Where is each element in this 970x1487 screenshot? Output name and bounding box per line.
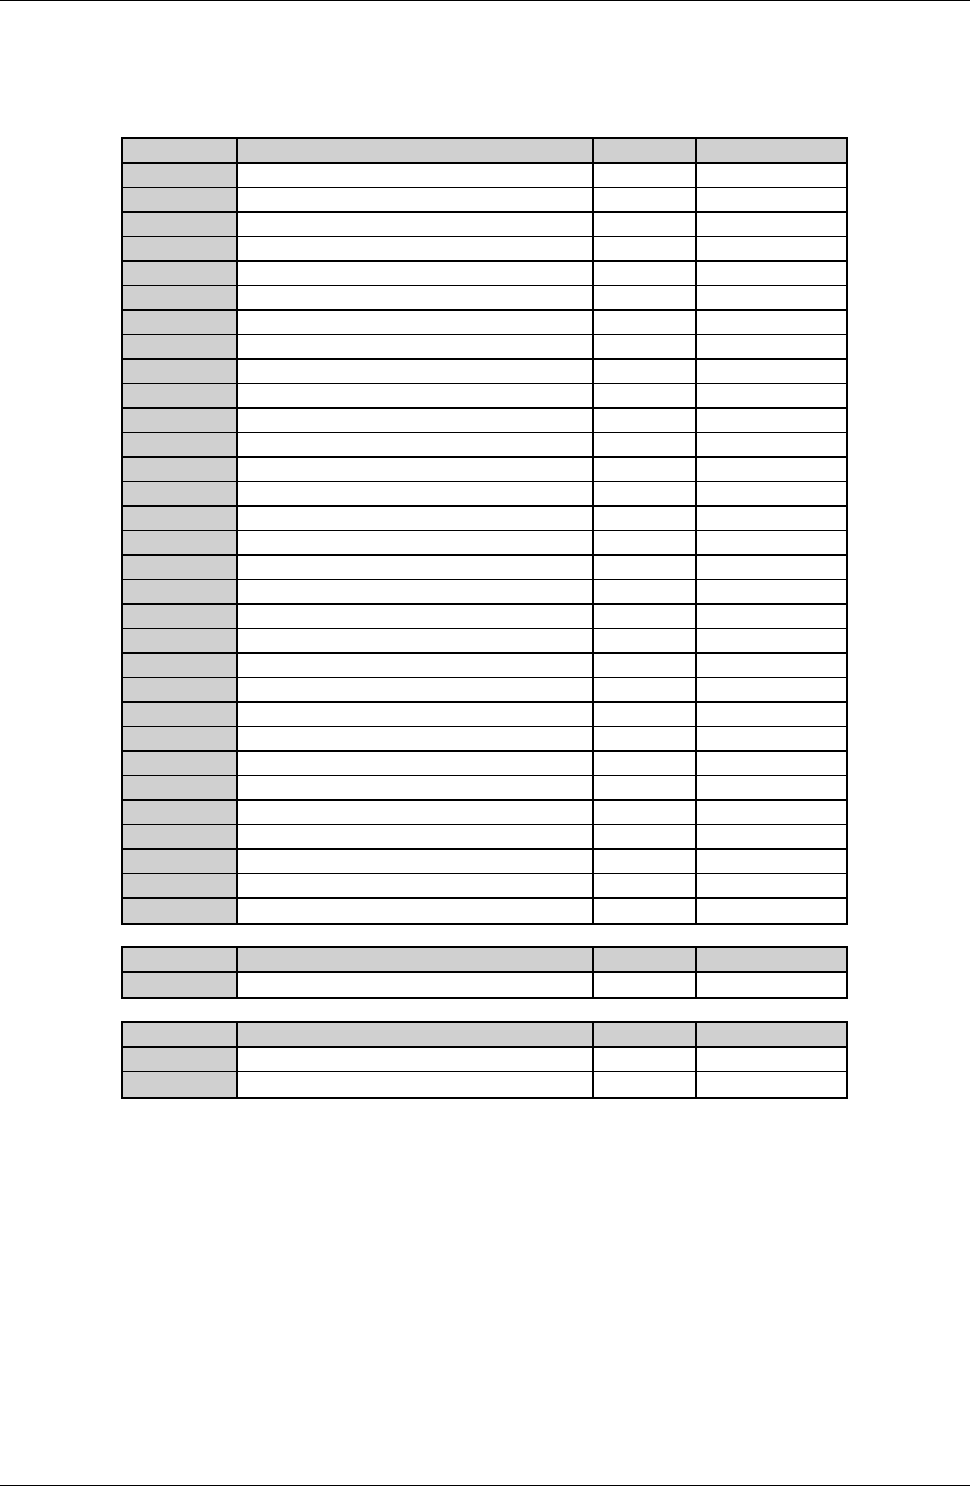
table-cell — [238, 311, 594, 335]
table-cell — [697, 556, 846, 580]
table-cell — [697, 384, 846, 407]
table-cell — [697, 1048, 846, 1072]
table-cell — [594, 654, 697, 678]
table-cell — [594, 507, 697, 531]
column-header — [697, 139, 846, 162]
table-cell — [594, 360, 697, 384]
table-header-row — [123, 1023, 846, 1048]
table-cell — [238, 556, 594, 580]
table-cell — [123, 1072, 238, 1097]
table-cell — [123, 213, 238, 237]
table-row — [123, 531, 846, 556]
table-cell — [697, 458, 846, 482]
table-cell — [697, 482, 846, 505]
table-cell — [238, 801, 594, 825]
table-cell — [123, 458, 238, 482]
table-cell — [594, 776, 697, 799]
table-row — [123, 703, 846, 728]
table-cell — [238, 580, 594, 603]
table-row — [123, 801, 846, 826]
table-cell — [123, 727, 238, 750]
table-cell — [123, 335, 238, 358]
table-row — [123, 850, 846, 875]
table-cell — [594, 1072, 697, 1097]
table-cell — [238, 531, 594, 554]
table-cell — [238, 654, 594, 678]
table-row — [123, 776, 846, 801]
table-row — [123, 335, 846, 360]
table-cell — [594, 556, 697, 580]
column-header — [594, 948, 697, 971]
table-cell — [123, 580, 238, 603]
table-cell — [697, 629, 846, 652]
table-cell — [594, 262, 697, 286]
table-cell — [697, 678, 846, 701]
table-cell — [697, 801, 846, 825]
column-header — [238, 1023, 594, 1046]
table-cell — [697, 825, 846, 848]
table-row — [123, 188, 846, 213]
table-cell — [123, 752, 238, 776]
table-cell — [123, 507, 238, 531]
table-cell — [123, 360, 238, 384]
table-cell — [238, 605, 594, 629]
table-cell — [123, 629, 238, 652]
table-cell — [697, 703, 846, 727]
table-cell — [697, 188, 846, 211]
table-cell — [238, 899, 594, 924]
table-cell — [238, 752, 594, 776]
table-cell — [594, 801, 697, 825]
table-cell — [697, 973, 846, 998]
table-row — [123, 164, 846, 189]
table-cell — [697, 752, 846, 776]
table-cell — [594, 458, 697, 482]
column-header — [123, 948, 238, 971]
table-cell — [123, 384, 238, 407]
table-cell — [594, 164, 697, 188]
table-row — [123, 311, 846, 336]
table-cell — [594, 678, 697, 701]
table-cell — [238, 776, 594, 799]
table-cell — [238, 727, 594, 750]
table-cell — [238, 433, 594, 456]
table-cell — [697, 776, 846, 799]
table-cell — [697, 164, 846, 188]
table-row — [123, 973, 846, 998]
table-row — [123, 825, 846, 850]
table-header-row — [123, 139, 846, 164]
table-row — [123, 629, 846, 654]
table-cell — [238, 482, 594, 505]
table-cell — [697, 531, 846, 554]
table-cell — [594, 409, 697, 433]
table-cell — [238, 703, 594, 727]
third-table — [121, 1021, 848, 1099]
table-row — [123, 874, 846, 899]
table-cell — [123, 703, 238, 727]
table-cell — [594, 286, 697, 309]
table-cell — [123, 678, 238, 701]
table-cell — [697, 654, 846, 678]
table-cell — [238, 262, 594, 286]
table-row — [123, 678, 846, 703]
table-cell — [123, 801, 238, 825]
table-cell — [697, 433, 846, 456]
table-cell — [238, 409, 594, 433]
table-cell — [697, 311, 846, 335]
table-cell — [123, 605, 238, 629]
column-header — [123, 1023, 238, 1046]
table-cell — [594, 629, 697, 652]
table-cell — [594, 1048, 697, 1072]
table-cell — [238, 850, 594, 874]
table-cell — [697, 605, 846, 629]
table-cell — [123, 825, 238, 848]
table-cell — [123, 531, 238, 554]
table-row — [123, 507, 846, 532]
table-row — [123, 1048, 846, 1073]
table-cell — [594, 311, 697, 335]
table-cell — [594, 703, 697, 727]
table-row — [123, 237, 846, 262]
table-cell — [238, 1048, 594, 1072]
table-cell — [238, 384, 594, 407]
table-cell — [594, 433, 697, 456]
table-cell — [238, 360, 594, 384]
column-header — [697, 948, 846, 971]
table-cell — [238, 825, 594, 848]
table-cell — [123, 654, 238, 678]
table-cell — [594, 335, 697, 358]
table-cell — [594, 531, 697, 554]
table-row — [123, 899, 846, 924]
table-row — [123, 458, 846, 483]
table-row — [123, 262, 846, 287]
table-cell — [697, 237, 846, 260]
table-row — [123, 580, 846, 605]
table-cell — [594, 188, 697, 211]
page-top-rule — [0, 0, 970, 1]
table-cell — [238, 1072, 594, 1097]
table-row — [123, 1072, 846, 1097]
table-row — [123, 213, 846, 238]
table-cell — [123, 874, 238, 897]
table-cell — [697, 409, 846, 433]
table-row — [123, 605, 846, 630]
table-row — [123, 752, 846, 777]
column-header — [123, 139, 238, 162]
column-header — [594, 139, 697, 162]
table-cell — [123, 433, 238, 456]
table-cell — [123, 237, 238, 260]
table-cell — [123, 409, 238, 433]
main-table — [121, 137, 848, 925]
table-cell — [123, 850, 238, 874]
table-cell — [238, 188, 594, 211]
table-row — [123, 727, 846, 752]
table-cell — [238, 973, 594, 998]
table-cell — [594, 899, 697, 924]
table-cell — [123, 899, 238, 924]
table-cell — [123, 482, 238, 505]
table-cell — [123, 776, 238, 799]
table-cell — [238, 874, 594, 897]
table-cell — [594, 727, 697, 750]
table-header-row — [123, 948, 846, 973]
table-cell — [594, 825, 697, 848]
table-cell — [697, 213, 846, 237]
table-cell — [594, 580, 697, 603]
table-cell — [697, 507, 846, 531]
table-row — [123, 654, 846, 679]
table-cell — [594, 384, 697, 407]
table-cell — [238, 286, 594, 309]
table-cell — [594, 973, 697, 998]
table-cell — [594, 605, 697, 629]
table-cell — [697, 850, 846, 874]
table-cell — [123, 973, 238, 998]
column-header — [238, 948, 594, 971]
table-cell — [123, 556, 238, 580]
table-cell — [697, 874, 846, 897]
table-row — [123, 360, 846, 385]
table-cell — [238, 164, 594, 188]
table-row — [123, 482, 846, 507]
column-header — [238, 139, 594, 162]
table-cell — [238, 237, 594, 260]
table-cell — [594, 752, 697, 776]
table-row — [123, 286, 846, 311]
table-cell — [238, 458, 594, 482]
table-cell — [697, 286, 846, 309]
table-cell — [238, 678, 594, 701]
table-row — [123, 433, 846, 458]
table-cell — [123, 286, 238, 309]
table-cell — [697, 1072, 846, 1097]
table-cell — [594, 874, 697, 897]
page-bottom-rule — [0, 1485, 970, 1486]
table-cell — [594, 482, 697, 505]
table-cell — [697, 335, 846, 358]
table-cell — [594, 237, 697, 260]
table-cell — [238, 629, 594, 652]
table-cell — [123, 262, 238, 286]
column-header — [697, 1023, 846, 1046]
table-cell — [697, 262, 846, 286]
table-cell — [697, 899, 846, 924]
table-row — [123, 409, 846, 434]
table-row — [123, 556, 846, 581]
table-cell — [238, 507, 594, 531]
table-cell — [123, 1048, 238, 1072]
table-cell — [123, 188, 238, 211]
table-cell — [697, 580, 846, 603]
table-row — [123, 384, 846, 409]
table-cell — [697, 360, 846, 384]
table-cell — [594, 213, 697, 237]
column-header — [594, 1023, 697, 1046]
table-cell — [238, 213, 594, 237]
second-table — [121, 946, 848, 999]
table-cell — [594, 850, 697, 874]
table-cell — [697, 727, 846, 750]
table-cell — [238, 335, 594, 358]
table-cell — [123, 311, 238, 335]
table-cell — [123, 164, 238, 188]
